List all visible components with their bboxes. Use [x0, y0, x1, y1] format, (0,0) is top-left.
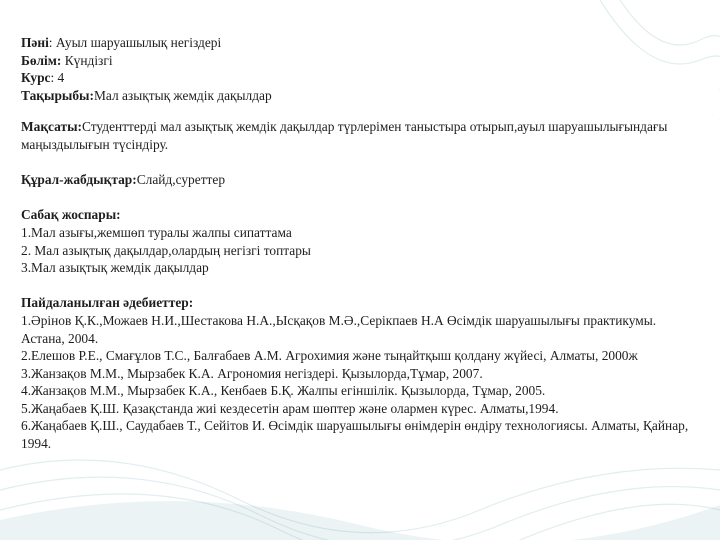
literature-item: 2.Елешов Р.Е., Смағұлов Т.С., Балғабаев А.М. Агрохимия және тыңайтқыш қолдану жүйесі, Алматы, 2000ж	[21, 348, 638, 364]
subject-line	[21, 34, 701, 52]
tools-value: Слайд,суреттер	[136, 172, 226, 188]
goal-value: Студенттерді мал азықтық жемдік дақылдар түрлерімен таныстыра отырып,ауыл шаруашылығындағы маңыздылығын түсіндіру.	[21, 119, 668, 152]
slide-content	[21, 34, 701, 453]
topic-label: Тақырыбы:	[21, 87, 94, 103]
topic-value: Мал азықтық жемдік дақылдар	[93, 87, 272, 103]
literature-title: Пайдаланылған әдебиеттер:	[21, 295, 194, 311]
tools-label: Құрал-жабдықтар:	[21, 172, 137, 188]
literature-item: 4.Жанзақов М.М., Мырзабек К.А., Кенбаев Б.Қ. Жалпы егіншілік. Қызылорда, Тұмар, 2005.	[21, 383, 546, 399]
department-label: Бөлім:	[21, 52, 62, 68]
literature-item: 5.Жаңабаев Қ.Ш. Қазақстанда жиі кездесетін арам шөптер және олармен күрес. Алматы,1994.	[21, 400, 559, 416]
course-value: : 4	[50, 70, 65, 86]
goal-paragraph	[21, 118, 701, 153]
spacer	[21, 154, 701, 172]
plan-item: 2. Мал азықтық дақылдар,олардың негізгі топтары	[21, 242, 311, 258]
spacer	[21, 277, 701, 295]
spacer	[21, 104, 701, 118]
plan-item: 3.Мал азықтық жемдік дақылдар	[21, 260, 209, 276]
subject-label: Пәні	[21, 35, 49, 50]
literature-item: 3.Жанзақов М.М., Мырзабек К.А. Агрономия негіздері. Қызылорда,Тұмар, 2007.	[21, 365, 483, 381]
department-line	[21, 52, 701, 70]
literature-item: 1.Әрінов Қ.К.,Можаев Н.И.,Шестакова Н.А.,Ысқақов М.Ә.,Серікпаев Н.А Өсімдік шаруашылығы практикумы. Астана, 2004.	[21, 312, 657, 346]
course-label: Курс	[21, 70, 51, 86]
department-value: Күндізгі	[61, 52, 113, 68]
subject-value: : Ауыл шаруашылық негіздері	[48, 35, 222, 50]
goal-label: Мақсаты:	[21, 119, 82, 135]
plan-title: Сабақ жоспары:	[21, 207, 121, 223]
plan-item: 1.Мал азығы,жемшөп туралы жалпы сипаттама	[21, 224, 292, 240]
tools-line	[21, 171, 701, 189]
literature-item: 6.Жаңабаев Қ.Ш., Саудабаев Т., Сейітов И. Өсімдік шаруашылығы өнімдерін өндіру технологиясы. Алматы, Қайнар, 1994.	[21, 418, 689, 452]
topic-line	[21, 87, 701, 105]
spacer	[21, 189, 701, 207]
course-line	[21, 69, 701, 87]
